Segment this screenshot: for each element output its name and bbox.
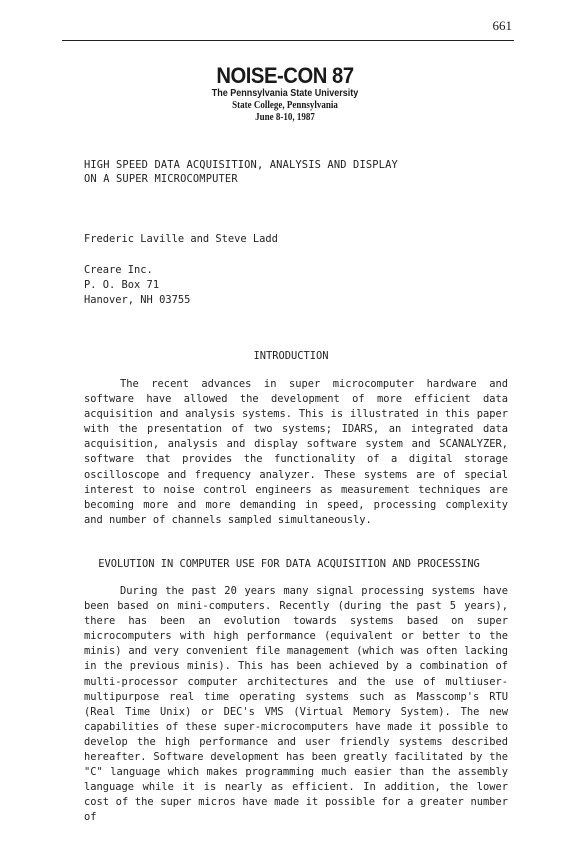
- page-number: 661: [492, 18, 512, 33]
- paper-authors: Frederic Laville and Steve Ladd: [84, 233, 278, 245]
- section-heading-introduction: INTRODUCTION: [253, 350, 329, 362]
- section-heading-evolution: EVOLUTION IN COMPUTER USE FOR DATA ACQUISITION AND PROCESSING: [98, 558, 480, 570]
- header-rule: [62, 40, 514, 41]
- affiliation-line-3: Hanover, NH 03755: [84, 294, 191, 306]
- conference-name: NOISE-CON 87: [216, 63, 354, 88]
- affiliation-line-2: P. O. Box 71: [84, 279, 160, 291]
- affiliation-line-1: Creare Inc.: [84, 264, 153, 276]
- conference-university: The Pennsylvania State University: [211, 88, 359, 99]
- author-affiliation: [84, 263, 190, 308]
- section-body-evolution: During the past 20 years many signal processing systems have been based on mini-computers. Recently (during the past 5 years), there has been an evolution towards systems based on super microcomputers with high performance (equivalent or better to the minis) and very convenient file management (which was often lacking in the previous minis). This has been achieved by a combination of multi-processor computer architectures and the use of multiuser-multipurpose real time operating systems such as Masscomp's RTU (Real Time Unix) or DEC's VMS (Virtual Memory System). The new capabilities of these super-microcomputers have made it possible to develop the high performance and user friendly systems described hereafter. Software development has been greatly facilitated by the "C" language which makes programming much easier than the assembly language while it is nearly as efficient. In addition, the lower cost of the super micros have made it possible for a greater number of: [84, 585, 508, 824]
- conference-header: [0, 64, 570, 124]
- paper-title: [84, 158, 398, 186]
- conference-location: State College, Pennsylvania: [232, 100, 338, 111]
- paper-title-line-1: HIGH SPEED DATA ACQUISITION, ANALYSIS AND DISPLAY: [84, 159, 398, 171]
- conference-dates: June 8-10, 1987: [255, 112, 315, 123]
- section-body-introduction: The recent advances in super microcomputer hardware and software have allowed the development of more efficient data acquisition and analysis systems. This is illustrated in this paper with the presentation of two systems; IDARS, an integrated data acquisition, analysis and display software system and SCANALYZER, software that provides the functionality of a digital storage oscilloscope and frequency analyzer. These systems are of special interest to noise control engineers as measurement techniques are becoming more and more demanding in speed, processing complexity and number of channels sampled simultaneously.: [84, 378, 508, 526]
- paper-title-line-2: ON A SUPER MICROCOMPUTER: [84, 173, 238, 185]
